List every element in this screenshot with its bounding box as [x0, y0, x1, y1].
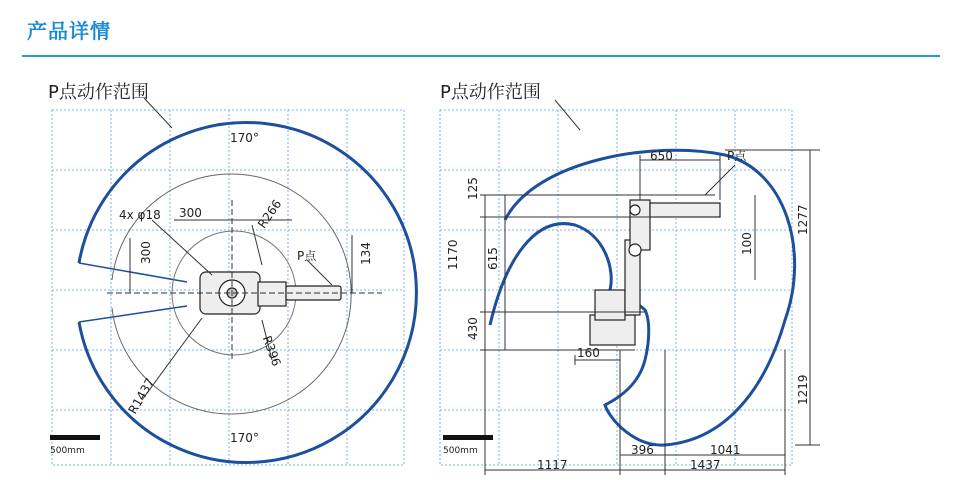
grid — [440, 110, 792, 465]
header-divider — [22, 55, 940, 57]
holes-label: 4x φ18 — [119, 208, 161, 222]
dim-125-label: 125 — [466, 177, 480, 200]
side-view-title: P点动作范围 — [440, 82, 541, 103]
dim-1117-label: 1117 — [537, 458, 568, 472]
side-view-diagram — [440, 60, 935, 480]
scale-bar — [50, 435, 100, 440]
dim-650-label: 650 — [650, 149, 673, 163]
scale-label: 500mm — [443, 446, 478, 456]
top-view-drawing — [22, 60, 492, 480]
angle-top-label: 170° — [230, 131, 259, 145]
work-envelope — [490, 150, 795, 445]
p-point-label: P点 — [297, 249, 317, 263]
r266-label: R266 — [254, 197, 285, 231]
r396-label: R396 — [259, 333, 284, 369]
dim-160-label: 160 — [577, 346, 600, 360]
dim-430-label: 430 — [466, 317, 480, 340]
dim-100-label: 100 — [740, 232, 754, 255]
robot-body-side — [590, 200, 720, 345]
scale-bar — [443, 435, 493, 440]
dim-1437-label: 1437 — [690, 458, 721, 472]
angle-bottom-label: 170° — [230, 431, 259, 445]
dim-615-label: 615 — [486, 247, 500, 270]
page-header — [0, 0, 965, 58]
p-point-label: P点 — [727, 149, 747, 163]
dim-1219-label: 1219 — [796, 374, 810, 405]
page-title: 产品详情 — [27, 19, 111, 43]
top-view-title: P点动作范围 — [48, 82, 149, 103]
dim-1170-label: 1170 — [446, 239, 460, 270]
r1437-label: R1437 — [125, 375, 158, 417]
scale-label: 500mm — [50, 446, 85, 456]
dim-300-horizontal: 300 — [179, 206, 202, 220]
top-view-diagram — [22, 60, 492, 480]
dim-134-label: 134 — [359, 242, 373, 265]
dim-396-label: 396 — [631, 443, 654, 457]
dim-300-vertical: 300 — [139, 241, 153, 264]
dim-1277-label: 1277 — [796, 204, 810, 235]
dim-1041-label: 1041 — [710, 443, 741, 457]
side-view-drawing — [465, 60, 945, 480]
